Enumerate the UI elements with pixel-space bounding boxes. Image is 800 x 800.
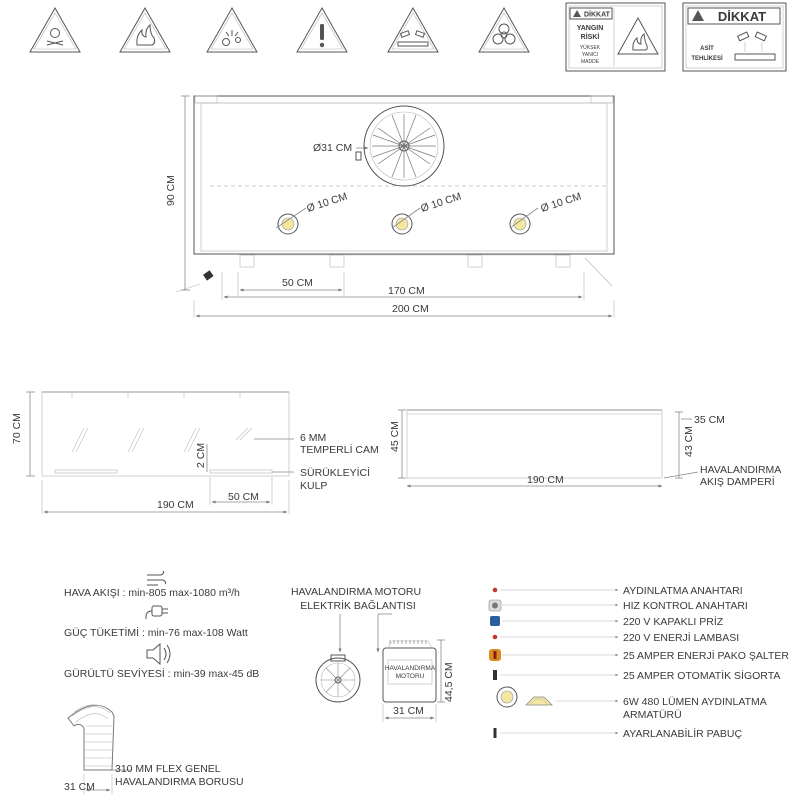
exclamation-warning-icon [297, 8, 347, 52]
corrosive-warning-icon [388, 8, 438, 52]
damper-depth-label: 35 CM [694, 414, 725, 426]
light-diameter-label-2: Ø 10 CM [419, 190, 463, 215]
legend-item-circuit-breaker: 25 AMPER OTOMATİK SİGORTA [623, 670, 781, 682]
sign-acid-line1: ASİT [700, 46, 714, 52]
acid-danger-sign [683, 3, 786, 71]
explosive-warning-icon [207, 8, 257, 52]
light-fixture-icon [510, 214, 530, 234]
damper-view [407, 410, 662, 478]
inner-width-label: 170 CM [388, 285, 425, 297]
lighting-switch-icon [493, 588, 498, 593]
motor-title-2: ELEKTRİK BAĞLANTISI [300, 600, 416, 612]
airflow-spec: HAVA AKIŞI : min-805 max-1080 m³/h [64, 587, 240, 599]
motor-title-1: HAVALANDIRMA MOTORU [290, 586, 422, 598]
damper-label-2: AKIŞ DAMPERİ [700, 476, 775, 488]
sign-acid-line2: TEHLİKESİ [691, 56, 723, 62]
socket-icon [490, 616, 500, 626]
motor-box-label-2: MOTORU [395, 673, 425, 680]
sign-fire-sub-line3: MADDE [580, 59, 600, 65]
pako-switch-icon [489, 649, 501, 661]
damper-inner-height-label: 43 CM [683, 426, 695, 457]
sign-dikkat-small: DİKKAT [584, 11, 610, 19]
flex-duct-icon [68, 705, 114, 770]
front-height-label: 90 CM [165, 175, 177, 206]
legend-item-speed-control: HIZ KONTROL ANAHTARI [623, 600, 748, 612]
gap-label: 50 CM [282, 277, 313, 289]
sign-fire-sub-line1: YÜKSEK [579, 45, 601, 51]
handle-label-1: SÜRÜKLEYİCİ [300, 467, 371, 479]
toxic-warning-icon [30, 8, 80, 52]
glass-width-label: 190 CM [157, 499, 194, 511]
light-diameter-label-3: Ø 10 CM [539, 190, 583, 215]
legend-item-socket: 220 V KAPAKLI PRİZ [623, 616, 724, 628]
legend-item-light-fixture: 6W 480 LÜMEN AYDINLATMA [623, 696, 767, 708]
motor-fan-icon [316, 655, 360, 702]
glass-panel-view [42, 392, 289, 476]
handle-offset-label: 2 CM [195, 442, 207, 468]
light-fixture-icon [278, 214, 298, 234]
damper-width-label: 190 CM [527, 474, 564, 486]
fire-risk-sign [566, 3, 665, 71]
sign-fire-risk-line2: RİSKİ [580, 34, 600, 41]
adjustable-foot-legend-icon [494, 728, 497, 738]
motor-box [383, 640, 436, 702]
noise-spec: GÜRÜLTÜ SEVİYESİ : min-39 max-45 dB [64, 668, 260, 680]
legend-item-light-fixture-2: ARMATÜRÜ [623, 709, 682, 721]
adjustable-foot-icon [176, 270, 214, 292]
fan-icon [356, 106, 444, 186]
airflow-icon [147, 571, 166, 585]
fan-diameter-label: Ø31 CM [313, 142, 353, 154]
power-spec: GÜÇ TÜKETİMİ : min-76 max-108 Watt [64, 627, 248, 639]
glass-label-2: TEMPERLİ CAM [300, 444, 379, 456]
circuit-breaker-icon [493, 670, 497, 680]
duct-label-2: HAVALANDIRMA BORUSU [115, 776, 244, 788]
legend-item-lighting-switch: AYDINLATMA ANAHTARI [623, 585, 743, 597]
motor-width-label: 31 CM [393, 705, 424, 717]
legend-item-energy-lamp: 220 V ENERJİ LAMBASI [623, 632, 740, 644]
legend-item-pako-switch: 25 AMPER ENERJİ PAKO ŞALTER [623, 650, 789, 662]
total-width-label: 200 CM [392, 303, 429, 315]
light-diameter-label-1: Ø 10 CM [305, 190, 349, 215]
sign-dikkat-large: DİKKAT [717, 9, 767, 24]
handle-width-label: 50 CM [228, 491, 259, 503]
duct-label-1: 310 MM FLEX GENEL [115, 763, 221, 775]
legend-item-adjustable-foot: AYARLANABİLİR PABUÇ [623, 728, 743, 740]
sign-fire-sub-line2: YANICI [581, 52, 599, 58]
damper-height-label: 45 CM [389, 421, 401, 452]
duct-width-label: 31 CM [64, 781, 95, 793]
speed-control-icon [489, 600, 501, 611]
flammable-warning-icon [120, 8, 170, 52]
legend [489, 585, 789, 740]
handle-label-2: KULP [300, 480, 328, 492]
sign-fire-risk-line1: YANGIN [576, 25, 604, 32]
damper-label-1: HAVALANDIRMA [700, 464, 782, 476]
light-fixture-legend-icon [497, 687, 552, 707]
biohazard-warning-icon [479, 8, 529, 52]
motor-height-label: 44,5 CM [443, 662, 455, 702]
speaker-icon [147, 644, 170, 664]
plug-icon [146, 606, 168, 619]
energy-lamp-icon [493, 635, 498, 640]
motor-box-label-1: HAVALANDIRMA [384, 665, 436, 672]
glass-label-1: 6 MM [300, 432, 327, 444]
glass-height-label: 70 CM [11, 413, 23, 444]
light-fixture-icon [392, 214, 412, 234]
